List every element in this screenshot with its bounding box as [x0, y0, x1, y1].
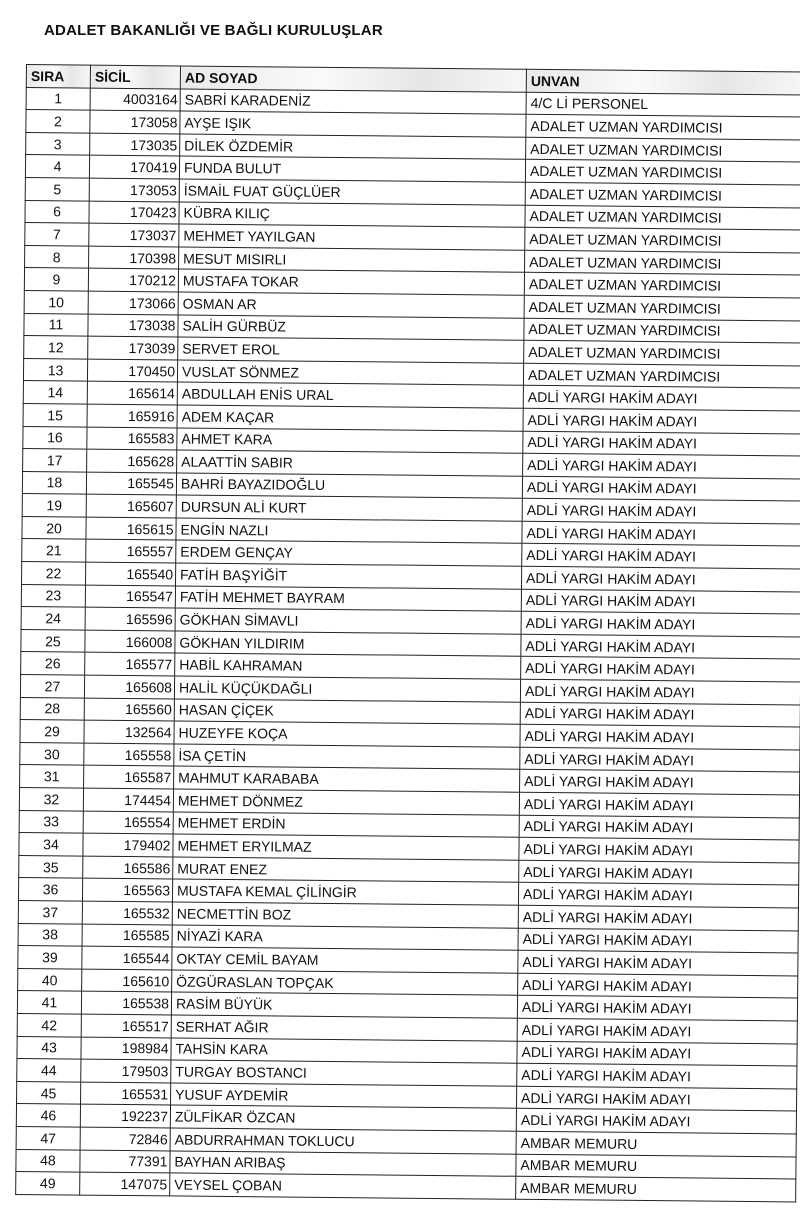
sicil-cell: 165608 [84, 675, 174, 698]
name-cell: NECMETTİN BOZ [172, 902, 518, 928]
sicil-cell: 174454 [83, 788, 173, 811]
sira-cell: 32 [19, 787, 83, 810]
sira-cell: 3 [26, 132, 90, 155]
sira-cell: 10 [24, 290, 88, 313]
name-cell: MESUT MISIRLI [179, 247, 525, 273]
unvan-cell: AMBAR MEMURU [516, 1176, 796, 1201]
sira-cell: 2 [26, 110, 90, 133]
unvan-cell: ADLİ YARGI HAKİM ADAYI [521, 566, 800, 591]
name-cell: AHMET KARA [177, 427, 523, 453]
sira-cell: 48 [16, 1149, 80, 1172]
column-header-unvan: UNVAN [526, 69, 800, 94]
name-cell: FATİH BAŞYİĞİT [175, 563, 521, 589]
name-cell: HUZEYFE KOÇA [174, 721, 520, 747]
sicil-cell: 165563 [82, 878, 172, 901]
sira-cell: 8 [25, 245, 89, 268]
sicil-cell: 170419 [89, 155, 179, 178]
sicil-cell: 165540 [86, 562, 176, 585]
sicil-cell: 147075 [80, 1172, 170, 1195]
sira-cell: 4 [25, 155, 89, 178]
sira-cell: 24 [21, 607, 85, 630]
table-body [16, 87, 800, 1202]
unvan-cell: ADLİ YARGI HAKİM ADAYI [516, 1086, 796, 1111]
sicil-cell: 165532 [82, 901, 172, 924]
name-cell: BAHRİ BAYAZIDOĞLU [176, 473, 522, 499]
sira-cell: 20 [22, 516, 86, 539]
unvan-cell: ADLİ YARGI HAKİM ADAYI [518, 905, 798, 930]
unvan-cell: AMBAR MEMURU [516, 1154, 796, 1179]
column-header-ad-soyad: AD SOYAD [180, 66, 526, 92]
unvan-cell: ADLİ YARGI HAKİM ADAYI [517, 1018, 797, 1043]
unvan-cell: ADALET UZMAN YARDIMCISI [524, 318, 800, 343]
sicil-cell: 179503 [81, 1059, 171, 1082]
document-title: ADALET BAKANLIĞI VE BAĞLI KURULUŞLAR [44, 22, 383, 39]
personnel-table [15, 64, 800, 1202]
name-cell: MURAT ENEZ [173, 857, 519, 883]
sicil-cell: 192237 [80, 1104, 170, 1127]
sira-cell: 21 [22, 539, 86, 562]
sicil-cell: 173053 [89, 178, 179, 201]
name-cell: OKTAY CEMİL BAYAM [172, 947, 518, 973]
unvan-cell: ADLİ YARGI HAKİM ADAYI [521, 634, 800, 659]
sicil-cell: 165577 [85, 653, 175, 676]
name-cell: İSA ÇETİN [174, 744, 520, 770]
unvan-cell: ADALET UZMAN YARDIMCISI [525, 205, 800, 230]
name-cell: OSMAN AR [178, 292, 524, 318]
unvan-cell: ADLİ YARGI HAKİM ADAYI [518, 950, 798, 975]
sira-cell: 7 [25, 223, 89, 246]
name-cell: GÖKHAN YILDIRIM [175, 631, 521, 657]
unvan-cell: ADALET UZMAN YARDIMCISI [526, 137, 800, 162]
unvan-cell: ADLİ YARGI HAKİM ADAYI [520, 702, 800, 727]
sira-cell: 18 [22, 471, 86, 494]
sicil-cell: 170423 [89, 201, 179, 224]
sicil-cell: 165517 [81, 1014, 171, 1037]
name-cell: BAYHAN ARIBAŞ [170, 1150, 516, 1176]
unvan-cell: ADLİ YARGI HAKİM ADAYI [520, 679, 800, 704]
name-cell: ABDURRAHMAN TOKLUCU [170, 1128, 516, 1154]
sira-cell: 39 [18, 946, 82, 969]
sicil-cell: 179402 [83, 833, 173, 856]
name-cell: AYŞE IŞIK [180, 111, 526, 137]
name-cell: FATİH MEHMET BAYRAM [175, 586, 521, 612]
sira-cell: 30 [20, 742, 84, 765]
sicil-cell: 77391 [80, 1150, 170, 1173]
unvan-cell: ADLİ YARGI HAKİM ADAYI [519, 792, 799, 817]
sicil-cell: 165545 [86, 472, 176, 495]
unvan-cell: ADLİ YARGI HAKİM ADAYI [521, 612, 800, 637]
unvan-cell: ADLİ YARGI HAKİM ADAYI [519, 837, 799, 862]
sira-cell: 26 [21, 652, 85, 675]
sicil-cell: 165558 [84, 743, 174, 766]
name-cell: ALAATTİN SABIR [177, 450, 523, 476]
name-cell: HABİL KAHRAMAN [175, 653, 521, 679]
sira-cell: 46 [16, 1104, 80, 1127]
sira-cell: 14 [23, 381, 87, 404]
name-cell: RASİM BÜYÜK [171, 992, 517, 1018]
name-cell: HALİL KÜÇÜKDAĞLI [174, 676, 520, 702]
name-cell: GÖKHAN SİMAVLI [175, 608, 521, 634]
unvan-cell: ADALET UZMAN YARDIMCISI [524, 273, 800, 298]
unvan-cell: ADALET UZMAN YARDIMCISI [525, 250, 800, 275]
unvan-cell: ADALET UZMAN YARDIMCISI [525, 160, 800, 185]
column-header-sicil: SİCİL [90, 65, 180, 88]
sicil-cell: 165610 [82, 969, 172, 992]
sicil-cell: 165544 [82, 946, 172, 969]
name-cell: YUSUF AYDEMİR [171, 1083, 517, 1109]
unvan-cell: ADLİ YARGI HAKİM ADAYI [517, 1063, 797, 1088]
sira-cell: 44 [17, 1059, 81, 1082]
name-cell: ZÜLFİKAR ÖZCAN [170, 1105, 516, 1131]
sicil-cell: 165607 [86, 494, 176, 517]
column-header-sira: SIRA [26, 65, 90, 88]
sira-cell: 40 [18, 968, 82, 991]
name-cell: ADEM KAÇAR [177, 405, 523, 431]
unvan-cell: ADLİ YARGI HAKİM ADAYI [516, 1109, 796, 1134]
sicil-cell: 165583 [87, 427, 177, 450]
sicil-cell: 165560 [84, 698, 174, 721]
unvan-cell: ADLİ YARGI HAKİM ADAYI [520, 724, 800, 749]
sira-cell: 37 [18, 900, 82, 923]
sira-cell: 28 [20, 697, 84, 720]
unvan-cell: ADLİ YARGI HAKİM ADAYI [522, 499, 800, 524]
unvan-cell: ADLİ YARGI HAKİM ADAYI [522, 544, 800, 569]
sicil-cell: 165916 [87, 404, 177, 427]
name-cell: ÖZGÜRASLAN TOPÇAK [172, 970, 518, 996]
sicil-cell: 165628 [87, 449, 177, 472]
name-cell: ABDULLAH ENİS URAL [177, 382, 523, 408]
name-cell: ERDEM GENÇAY [176, 540, 522, 566]
sira-cell: 11 [24, 313, 88, 336]
sicil-cell: 165596 [85, 607, 175, 630]
sicil-cell: 165615 [86, 517, 176, 540]
sira-cell: 47 [16, 1126, 80, 1149]
sira-cell: 13 [23, 358, 87, 381]
sicil-cell: 165557 [86, 540, 176, 563]
sira-cell: 17 [23, 449, 87, 472]
name-cell: MEHMET DÖNMEZ [173, 789, 519, 815]
sira-cell: 25 [21, 629, 85, 652]
sicil-cell: 132564 [84, 720, 174, 743]
sicil-cell: 173035 [90, 133, 180, 156]
unvan-cell: ADLİ YARGI HAKİM ADAYI [523, 453, 800, 478]
unvan-cell: ADLİ YARGI HAKİM ADAYI [521, 657, 800, 682]
sira-cell: 38 [18, 923, 82, 946]
sicil-cell: 173058 [90, 110, 180, 133]
sicil-cell: 173037 [89, 223, 179, 246]
sira-cell: 29 [20, 720, 84, 743]
name-cell: MAHMUT KARABABA [174, 766, 520, 792]
sira-cell: 36 [18, 878, 82, 901]
unvan-cell: ADLİ YARGI HAKİM ADAYI [521, 589, 800, 614]
unvan-cell: ADLİ YARGI HAKİM ADAYI [518, 973, 798, 998]
name-cell: HASAN ÇİÇEK [174, 699, 520, 725]
unvan-cell: ADLİ YARGI HAKİM ADAYI [520, 770, 800, 795]
sicil-cell: 165614 [87, 381, 177, 404]
name-cell: VUSLAT SÖNMEZ [177, 360, 523, 386]
sira-cell: 34 [19, 833, 83, 856]
unvan-cell: ADALET UZMAN YARDIMCISI [524, 340, 800, 365]
unvan-cell: ADALET UZMAN YARDIMCISI [525, 227, 800, 252]
sicil-cell: 198984 [81, 1037, 171, 1060]
sicil-cell: 4003164 [90, 88, 180, 111]
unvan-cell: AMBAR MEMURU [516, 1131, 796, 1156]
name-cell: MUSTAFA TOKAR [178, 269, 524, 295]
sicil-cell: 165538 [81, 991, 171, 1014]
sicil-cell: 165554 [83, 811, 173, 834]
unvan-cell: ADLİ YARGI HAKİM ADAYI [519, 815, 799, 840]
unvan-cell: ADLİ YARGI HAKİM ADAYI [517, 1041, 797, 1066]
name-cell: VEYSEL ÇOBAN [170, 1173, 516, 1199]
sira-cell: 35 [19, 855, 83, 878]
unvan-cell: ADLİ YARGI HAKİM ADAYI [518, 928, 798, 953]
unvan-cell: ADALET UZMAN YARDIMCISI [524, 295, 800, 320]
name-cell: SERHAT AĞIR [171, 1015, 517, 1041]
sira-cell: 15 [23, 403, 87, 426]
sira-cell: 16 [23, 426, 87, 449]
sira-cell: 22 [22, 562, 86, 585]
name-cell: MEHMET ERDİN [173, 812, 519, 838]
unvan-cell: ADALET UZMAN YARDIMCISI [526, 114, 800, 139]
sira-cell: 19 [22, 494, 86, 517]
sira-cell: 33 [19, 810, 83, 833]
unvan-cell: ADALET UZMAN YARDIMCISI [523, 363, 800, 388]
sicil-cell: 165587 [84, 765, 174, 788]
name-cell: DİLEK ÖZDEMİR [180, 134, 526, 160]
sira-cell: 27 [20, 675, 84, 698]
name-cell: MEHMET YAYILGAN [179, 224, 525, 250]
name-cell: TURGAY BOSTANCI [171, 1060, 517, 1086]
sira-cell: 49 [16, 1172, 80, 1195]
name-cell: NİYAZİ KARA [172, 925, 518, 951]
unvan-cell: ADLİ YARGI HAKİM ADAYI [523, 408, 800, 433]
sicil-cell: 170212 [88, 268, 178, 291]
sira-cell: 12 [24, 336, 88, 359]
name-cell: DURSUN ALİ KURT [176, 495, 522, 521]
sicil-cell: 170398 [89, 246, 179, 269]
sira-cell: 45 [17, 1081, 81, 1104]
sira-cell: 43 [17, 1036, 81, 1059]
unvan-cell: ADLİ YARGI HAKİM ADAYI [523, 386, 800, 411]
sira-cell: 23 [21, 584, 85, 607]
name-cell: SABRİ KARADENİZ [180, 89, 526, 115]
name-cell: KÜBRA KILIÇ [179, 202, 525, 228]
sira-cell: 31 [20, 765, 84, 788]
sicil-cell: 165547 [85, 585, 175, 608]
sira-cell: 1 [26, 87, 90, 110]
unvan-cell: ADLİ YARGI HAKİM ADAYI [520, 747, 800, 772]
name-cell: SALİH GÜRBÜZ [178, 315, 524, 341]
name-cell: MEHMET ERYILMAZ [173, 834, 519, 860]
sicil-cell: 166008 [85, 630, 175, 653]
sira-cell: 42 [17, 1013, 81, 1036]
unvan-cell: 4/C Lİ PERSONEL [526, 92, 800, 117]
sicil-cell: 165586 [83, 856, 173, 879]
unvan-cell: ADLİ YARGI HAKİM ADAYI [522, 476, 800, 501]
unvan-cell: ADLİ YARGI HAKİM ADAYI [522, 521, 800, 546]
sicil-cell: 173066 [88, 291, 178, 314]
sicil-cell: 173039 [88, 336, 178, 359]
name-cell: FUNDA BULUT [179, 156, 525, 182]
name-cell: MUSTAFA KEMAL ÇİLİNGİR [172, 879, 518, 905]
name-cell: SERVET EROL [178, 337, 524, 363]
sira-cell: 6 [25, 200, 89, 223]
sira-cell: 41 [17, 991, 81, 1014]
sicil-cell: 165585 [82, 924, 172, 947]
sicil-cell: 165531 [81, 1082, 171, 1105]
name-cell: TAHSİN KARA [171, 1037, 517, 1063]
name-cell: ENGİN NAZLI [176, 518, 522, 544]
unvan-cell: ADLİ YARGI HAKİM ADAYI [517, 996, 797, 1021]
sira-cell: 5 [25, 177, 89, 200]
sira-cell: 9 [24, 268, 88, 291]
unvan-cell: ADLİ YARGI HAKİM ADAYI [519, 860, 799, 885]
sicil-cell: 173038 [88, 314, 178, 337]
unvan-cell: ADLİ YARGI HAKİM ADAYI [518, 883, 798, 908]
sicil-cell: 170450 [87, 359, 177, 382]
sicil-cell: 72846 [80, 1127, 170, 1150]
unvan-cell: ADLİ YARGI HAKİM ADAYI [523, 431, 800, 456]
name-cell: İSMAİL FUAT GÜÇLÜER [179, 179, 525, 205]
unvan-cell: ADALET UZMAN YARDIMCISI [525, 182, 800, 207]
